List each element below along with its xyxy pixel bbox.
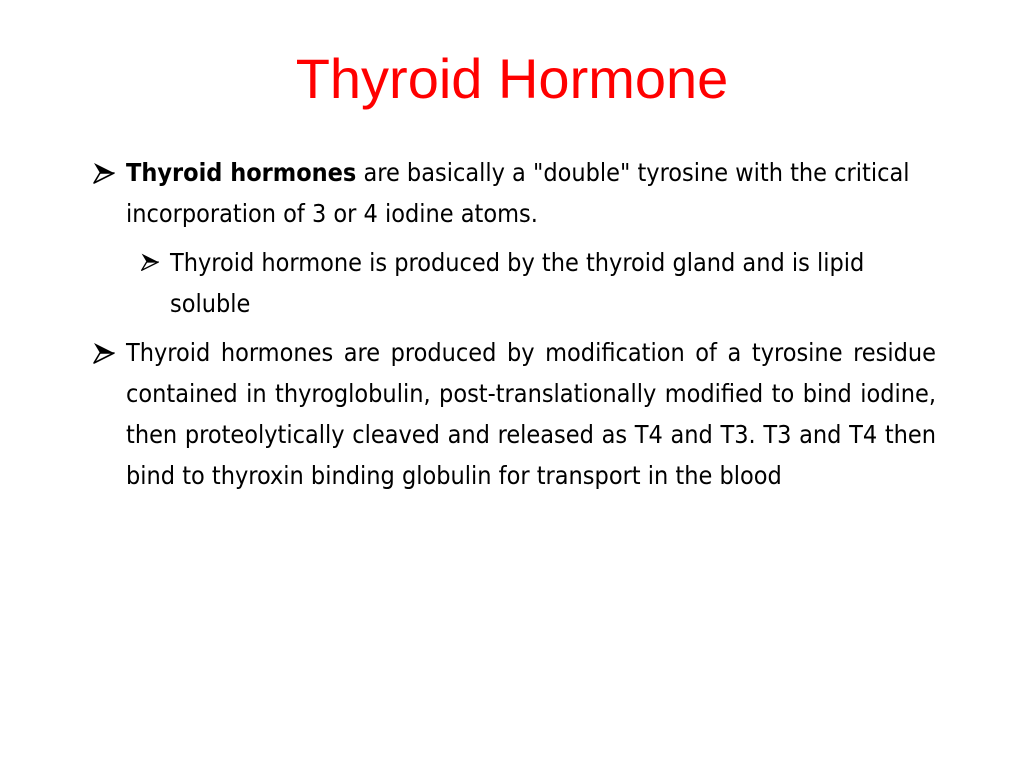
bullet-text-2: Thyroid hormone is produced by the thyroid gland and is lipid soluble bbox=[170, 248, 865, 318]
bullet-text-1 bbox=[126, 152, 926, 234]
bullet-text-3: Thyroid hormones are produced by modification of a tyrosine residue contained in thyroglobulin, post-translationally modified to bind iodine, then proteolytically cleaved and released as T4 and T3. T3 and T4 then bind to thyroxin binding globulin for transport in the blood bbox=[126, 338, 936, 490]
arrow-bullet-icon bbox=[140, 242, 162, 283]
bullet-text-rest: are basically a "double" tyrosine with the critical incorporation of 3 or 4 iodine atoms. bbox=[126, 158, 910, 228]
slide-title: Thyroid Hormone bbox=[295, 47, 729, 110]
bullet-bold-lead: Thyroid hormones bbox=[126, 158, 357, 187]
arrow-bullet-icon bbox=[92, 152, 118, 193]
arrow-bullet-icon bbox=[92, 332, 118, 373]
